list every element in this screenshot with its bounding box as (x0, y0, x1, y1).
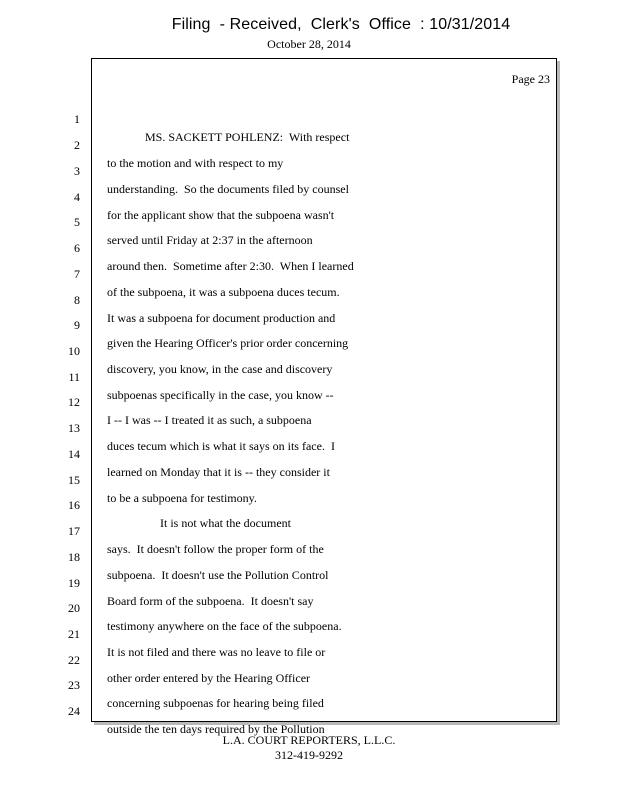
line-number: 19 (68, 576, 80, 590)
line-number: 16 (68, 498, 80, 512)
line-text: to the motion and with respect to my (107, 156, 284, 170)
line-number: 6 (74, 241, 80, 255)
transcript-line (0, 92, 560, 144)
line-number: 18 (68, 550, 80, 564)
court-reporter-name: L.A. COURT REPORTERS, L.L.C. (222, 733, 396, 747)
line-number: 5 (74, 215, 80, 229)
line-number: 20 (68, 601, 80, 615)
line-number: 8 (74, 293, 80, 307)
line-text: subpoena. It doesn't use the Pollution Control (107, 568, 329, 582)
filing-stamp: Filing - Received, Clerk's Office : 10/31/2014 (171, 16, 511, 33)
line-text: concerning subpoenas for hearing being filed (107, 696, 324, 710)
page-number: Page 23 (511, 72, 550, 86)
line-number: 10 (68, 344, 80, 358)
line-text: of the subpoena, it was a subpoena duces tecum. (107, 285, 340, 299)
line-text: says. It doesn't follow the proper form of the (107, 542, 324, 556)
line-text: It was a subpoena for document production and (107, 311, 336, 325)
line-number: 17 (68, 524, 80, 538)
line-number: 24 (68, 704, 80, 718)
line-text: served until Friday at 2:37 in the afternoon (107, 233, 313, 247)
line-text: duces tecum which is what it says on its face. I (107, 439, 335, 453)
hearing-date: October 28, 2014 (267, 37, 351, 51)
line-text: subpoenas specifically in the case, you know -- (107, 388, 334, 402)
line-number: 7 (74, 267, 80, 281)
line-number: 11 (68, 370, 80, 384)
line-text: It is not filed and there was no leave to file or (107, 645, 326, 659)
line-number: 13 (68, 421, 80, 435)
line-text: for the applicant show that the subpoena wasn't (107, 208, 335, 222)
line-text: learned on Monday that it is -- they consider it (107, 465, 330, 479)
line-text: understanding. So the documents filed by counsel (107, 182, 349, 196)
line-text: discovery, you know, in the case and discovery (107, 362, 333, 376)
line-text: I -- I was -- I treated it as such, a subpoena (107, 413, 312, 427)
line-text: MS. SACKETT POHLENZ: With respect (145, 130, 350, 144)
line-text: other order entered by the Hearing Officer (107, 671, 311, 685)
line-text: It is not what the document (160, 516, 291, 530)
line-text: around then. Sometime after 2:30. When I learned (107, 259, 354, 273)
line-text: given the Hearing Officer's prior order concerning (107, 336, 349, 350)
line-text: outside the ten days required by the Pollution (107, 722, 325, 736)
court-reporter-phone: 312-419-9292 (275, 748, 343, 762)
line-number: 2 (74, 138, 80, 152)
line-number: 4 (74, 190, 80, 204)
line-number: 9 (74, 318, 80, 332)
line-number: 15 (68, 473, 80, 487)
line-number: 3 (74, 164, 80, 178)
line-number: 14 (68, 447, 80, 461)
line-text: Board form of the subpoena. It doesn't say (107, 594, 314, 608)
line-number: 23 (68, 678, 80, 692)
line-text: testimony anywhere on the face of the subpoena. (107, 619, 342, 633)
line-number: 21 (68, 627, 80, 641)
line-number: 1 (74, 112, 80, 126)
line-number: 22 (68, 653, 80, 667)
line-number: 12 (68, 395, 80, 409)
line-text: to be a subpoena for testimony. (107, 491, 257, 505)
